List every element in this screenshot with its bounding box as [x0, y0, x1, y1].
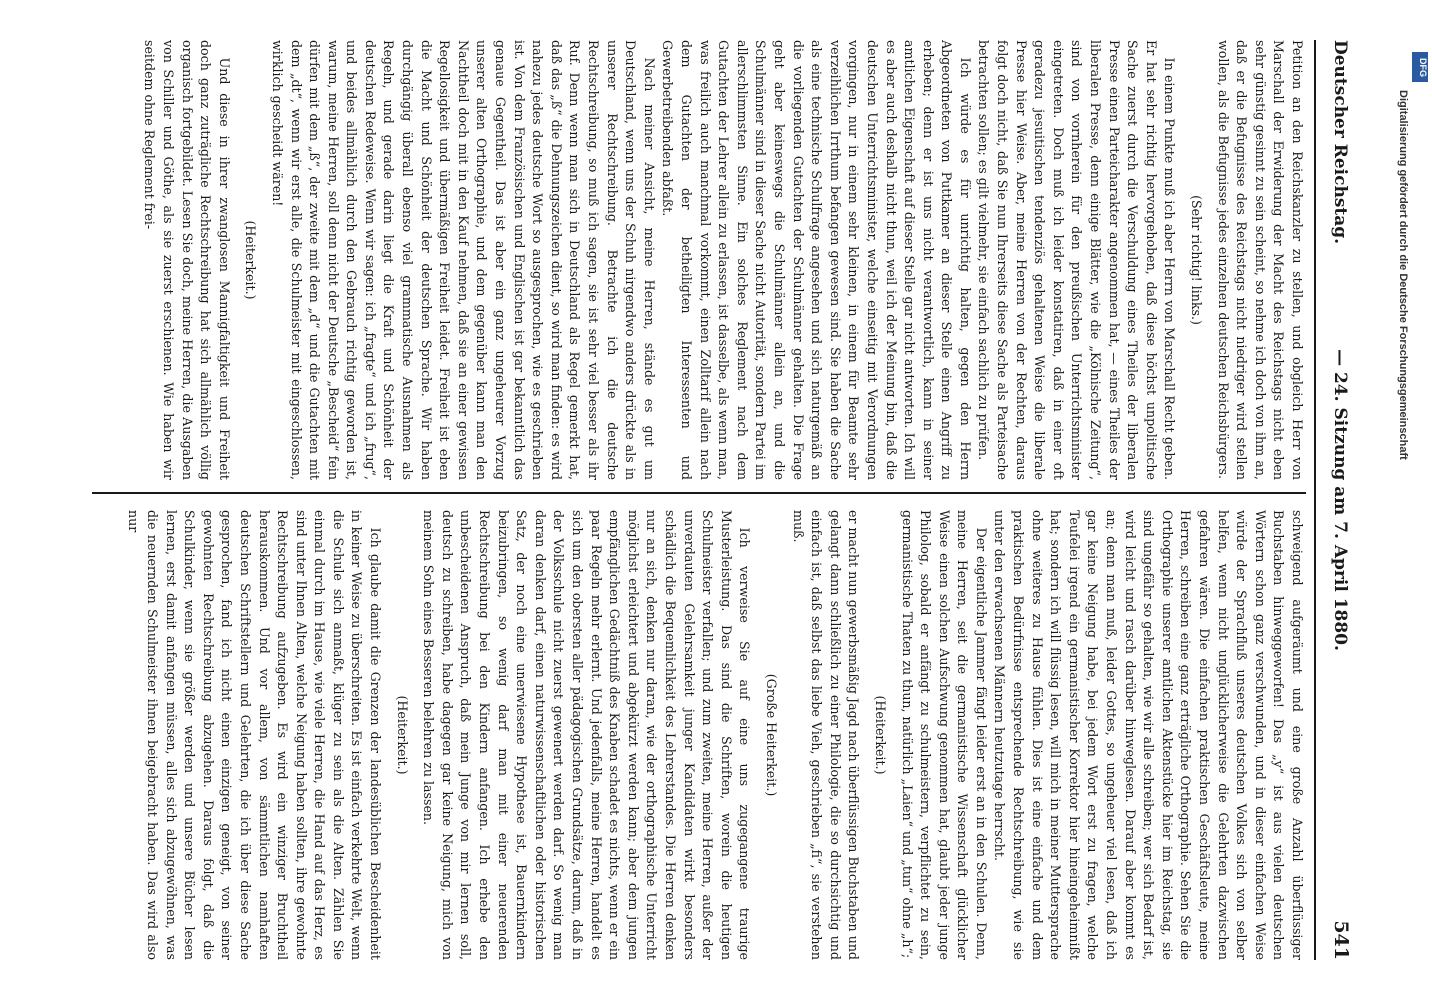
interjection: (Heiterkeit.) [872, 695, 888, 775]
interjection: (Heiterkeit.) [394, 695, 410, 775]
document-page [72, 0, 1362, 1000]
paragraph: schweigend aufgeräumt und eine große Anzahl überflüssiger Buchstaben hinweggeworfen! Das „y“ ist aus vielen deutschen Wörtern schon ganz verschwunden, und in dieser einfachen Weise würde der Sprachfluß unseres deutschen Volkes sich von selber helfen, wenn nicht unglücklicherweise die Gelehrten dazwischen gefahren wären. Die einfachen praktischen Geschäftsleute, meine Herren, schreiben eine ganz erträgliche Orthographie. Sehen Sie die Orthographie unserer amtlichen Aktenstücke hier im Reichstag, sie sind ungefähr so gehalten, wie wir alle schreiben; wer sich Bedarf ist, wird leicht und rasch darüber hinweglesen. Darauf aber kommt es an; denn man muß, leider Gottes, so ungeheuer viel lesen, daß ich gar keine Neigung habe, bei jedem Wort erst zu fragen, welche Teufelei irgend ein germanistischer Korrektor hier hineingeheimnißt hat; sondern ich will flüssig lesen, will mich in meiner Muttersprache ohne weiteres zu Hause fühlen. Dies ist eine einfache und dem praktischen Bedürfnisse entsprechende Rechtschreibung, wie sie unter den erwachsenen Männern heutzutage herrscht. [992, 510, 1305, 960]
paragraph: In einem Punkte muß ich aber Herrn von Marschall Recht geben. Er hat sehr richtig hervorgehoben, daß diese höchst unpolitische Sache zuerst durch die Verschuldung eines Theiles der liberalen Presse einen Parteicharakter angenommen hat, — eines Theiles der liberalen Presse, denn einige Blätter, wie die „Kölnische Zeitung“, sind von vornherein für den preußischen Unterrichtsminister eingetreten. Doch muß ich leider konstatiren, daß in einer oft geradezu jesuitischen tendenziös gehaltenen Weise die liberale Presse hier Weise. Aber, meine Herren von der Rechten, daraus folgt doch nicht, daß Sie nun Ihrerseits diese Sache als Parteisache betrachten sollen; es gilt vielmehr, sie einfach sachlich zu prüfen. [976, 40, 1178, 480]
interjection: (Sehr richtig! links.) [1189, 195, 1205, 325]
paragraph: Nach meiner Ansicht, meine Herren, stände es gut um Deutschland, wenn uns der Schuh nirgendwo anders drückte als in unserer Rechtschreibung. Betrachte ich die deutsche Rechtschreibung, so muß ich sagen, sie ist sehr viel besser als ihr Ruf. Denn wenn man sich in Deutschland als Regel gemerkt hat, daß das „ß“ die Dehnungszeichen dient, so wird man finden: es wird nahezu jedes deutsche Wort so ausgesprochen, wie es geschrieben ist. Von dem Französischen und Englischen ist gar bekanntlich das genaue Gegentheil. Das ist aber ein ganz ungeheurer Vorzug unserer alten Orthographie, und dem gegenüber kann man den Nachtheil doch mit in den Kauf nehmen, daß sie an einer gewissen Regellosigkeit und übermäßigen Freiheit leidet. Freiheit ist eben die Macht und Schönheit der deutschen Sprache. Wir haben durchgängig überall ebenso viel grammatische Ausnahmen als Regeln, und gerade darin liegt die Kraft und Schönheit der deutschen Redeweise. Wenn wir sagen: ich „fragte“ und ich „frug“, und beides allmählich durch den Gebrauch richtig geworden ist, warum, meine Herren, soll denn nicht der Deutsche „Bescheid“ fein dürfen mit dem „ß“, der zweite mit dem „d“ und die Gutachten mit dem „dt“, wenn wir erst alle, die Schulmeister mit eingeschlossen, wirklich gescheidt wären! [269, 40, 657, 480]
page-header [1314, 40, 1356, 960]
right-column [82, 510, 1306, 960]
paragraph: Der eigentliche Jammer fängt leider erst an in den Schulen. Denn, meine Herren, seit die germanistische Wissenschaft glücklicher Weise einen solchen Aufschwung genommen hat, glaubt jeder junge Philolog, sobald er anfängt zu schulmeistern, verpflichtet zu sein, germanistische Thaten zu thun, natürlich „Laien“ und „tun“ ohne „h“; [899, 510, 989, 960]
left-column [82, 40, 1306, 480]
paragraph: Ich verweise Sie auf eine uns zugegangene traurige Musterleistung. Das sind die Schriften, worein die heutigen Schulmeister verfallen; und zum zweiten, meine Herren, außer der unverdauten Gelehrsamkeit junger Kandidaten wirkt besonders schädlich die Bequemlichkeit des Lehrerstandes. Die Herren denken nur an sich, denken nur daran, wie der orthographische Unterricht möglichst erleichtert und abgekürzt werden kann; aber dem jungen empfänglichen Gedächtniß des Knaben schadet es nichts, wenn er ein paar Regeln mehr erlernt. Und jedenfalls, meine Herren, handelt es sich um den obersten aller pädagogischen Grundsätze, darum, daß in der Volksschule nicht zuerst gewenert werden darf. So wenig man daran denken darf, einen naturwissenschaftlichen oder historischen Satz, der noch eine unerwiesene Hypothese ist, Bauernkindern beizubringen, so wenig darf man mit einer neuerenden Rechtschreibung bei den Kindern anfangen. Ich erhebe den unbescheidenen Anspruch, daß mein Junge von mir lernen soll, deutsch zu schreiben, habe dagegen gar keine Neigung, mich von meinem Sohn eines Besseren belehren zu lassen. [421, 510, 753, 960]
digitization-stamp-text: Digitalisierung gefördert durch die Deutsche Forschungsgemeinschaft [1397, 90, 1409, 460]
paragraph: Ich glaube damit die Grenzen der landesüblichen Bescheidenheit in keiner Weise zu überschreiten. Es ist einfach verkehrte Welt, wenn die Schule sich anmaßt, klüger zu sein als die Alten. Zählen Sie einmal durch im Hause, wie viele Herren, die Hand auf das Herz, es sind unter Ihnen Alten, welche Neigung haben sollten, ihre gewohnte Rechtschreibung aufzugeben. Es wird ein winziger Bruchtheil herauskommen. Und vor allem, von sämmtlichen namhaften deutschen Schriftstellern und Gelehrten, die ich über diese Sache gesprochen, fand ich nicht einen einzigen geneigt, von seiner gewohnten Rechtschreibung abzugehen. Daraus folgt, daß die Schulkinder, wenn sie größer werden und unsere Bücher lesen lernen, erst damit anfangen müssen, alles sich abzugewöhnen, was die neuernden Schulmeister ihnen beigebracht haben. Das wird also nur [126, 510, 384, 960]
dfg-logo: DFG [1412, 52, 1428, 82]
header-left: Deutscher Reichstag. [1330, 40, 1350, 245]
paragraph: er macht nun gewerbsmäßig Jagd nach überflüssigen Buchstaben und gelangt dann schließlich zu einer Philologie, die so durchsichtig und einfach ist, daß selbst das liebe Vieh, geschrieben „fi“, sie verstehen muß. [790, 510, 862, 960]
page-number: 541 [1330, 920, 1352, 960]
column-divider [92, 492, 1306, 494]
interjection: (Heiterkeit.) [243, 220, 259, 300]
header-center: — 24. Sitzung am 7. April 1880. [1330, 349, 1350, 651]
digitization-stamp [1391, 90, 1409, 910]
paragraph: Ich würde es für unrichtig halten, gegen den Herrn Abgeordneten von Puttkamer an dieser Stelle einen Angriff zu erheben; denn er ist uns nicht verantwortlich, kann in seiner amtlichen Eigenschaft auf dieser Stelle gar nicht antworten. Ich will es aber auch deshalb nicht thun, weil ich der Meinung bin, daß die deutschen Unterrichtsminister, welche einseitig mit Verordnungen vorgingen, nur in einem sehr kleinen, in einem für Beamte sehr verzeihlichen Irrthum befangen gewesen sind. Sie haben die Sache als eine technische Schulfrage angesehen und sich naturgemäß an die vorliegenden Gutachten der Schulmänner gehalten. Die Frage geht aber keineswegs die Schulmänner allein an, und die Schulmänner sind in dieser Sache nicht Autorität, sondern Partei im allerschlimmsten Sinne. Ein solches Reglement nach dem Gutachten der Lehrer allein zu erlassen, ist dasselbe, als wenn man, was freilich auch manchmal vorkommt, einen Zolltarif allein nach dem Gutachten der betheiligten Interessenten und Gewerbetreibenden abfaßt. [660, 40, 973, 480]
paragraph: Petition an den Reichskanzler zu stellen, und obgleich Herr von Marschall der Erwiderung der Macht des Reichstags nicht eben sehr günstig gesinnt zu sein scheint, so nehme ich doch von ihm an, daß er die Befugnisse des Reichstags nicht niedriger wird stellen wollen, als die Befugnisse jedes einzelnen deutschen Reichsbürgers. [1215, 40, 1305, 480]
paragraph: Und diese in ihrer zwanglosen Mannigfaltigkeit und Freiheit doch ganz zuträgliche Rechtschreibung hat sich allmählich völlig organisch fortgebildet. Lesen Sie doch, meine Herren, die Ausgaben von Schiller und Göthe, als sie zuerst erschienen. Wie haben wir seitdem ohne Reglement frei- [142, 40, 232, 480]
interjection: (Große Heiterkeit.) [763, 673, 779, 797]
